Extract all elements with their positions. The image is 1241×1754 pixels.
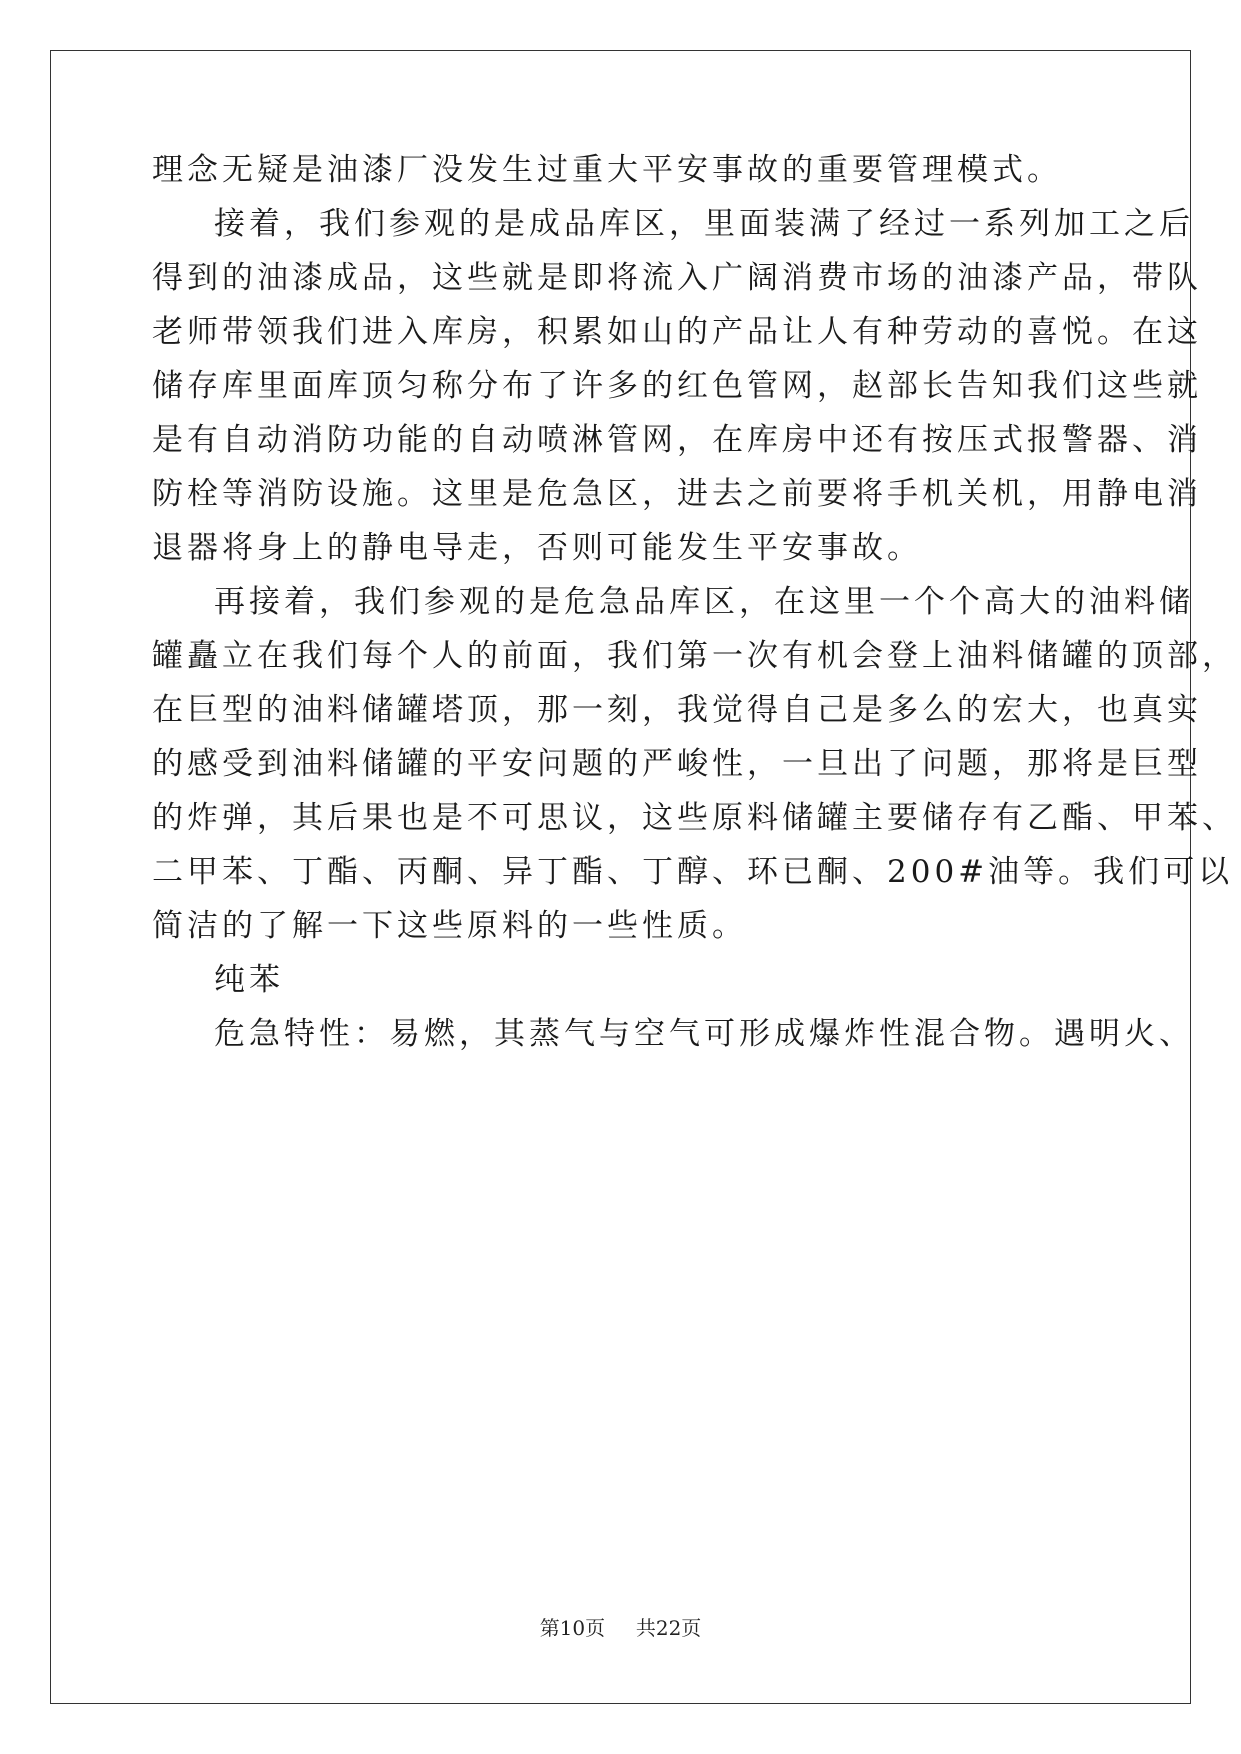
text-line: 理念无疑是油漆厂没发生过重大平安事故的重要管理模式。 [152,152,1062,188]
text-line: 储存库里面库顶匀称分布了许多的红色管网，赵部长告知我们这些就 [152,368,1202,404]
section-heading: 纯苯 [214,962,284,998]
text-line: 罐矗立在我们每个人的前面，我们第一次有机会登上油料储罐的顶部， [152,638,1237,674]
text-line: 是有自动消防功能的自动喷淋管网，在库房中还有按压式报警器、消 [152,422,1202,458]
text-line: 接着，我们参观的是成品库区，里面装满了经过一系列加工之后 [214,206,1194,242]
text-line: 再接着，我们参观的是危急品库区，在这里一个个高大的油料储 [214,584,1194,620]
text-line: 的感受到油料储罐的平安问题的严峻性，一旦出了问题，那将是巨型 [152,746,1202,782]
text-line: 危急特性：易燃，其蒸气与空气可形成爆炸性混合物。遇明火、 [214,1016,1194,1052]
text-line: 老师带领我们进入库房，积累如山的产品让人有种劳动的喜悦。在这 [152,314,1202,350]
text-line: 简洁的了解一下这些原料的一些性质。 [152,908,747,944]
text-line: 在巨型的油料储罐塔顶，那一刻，我觉得自己是多么的宏大，也真实 [152,692,1202,728]
text-line: 得到的油漆成品，这些就是即将流入广阔消费市场的油漆产品，带队 [152,260,1202,296]
page-number: 第10页 [539,1616,606,1640]
text-line: 的炸弹，其后果也是不可思议，这些原料储罐主要储存有乙酯、甲苯、 [152,800,1237,836]
document-body [152,152,1237,1076]
text-line: 防栓等消防设施。这里是危急区，进去之前要将手机关机，用静电消 [152,476,1202,512]
text-line: 退器将身上的静电导走，否则可能发生平安事故。 [152,530,922,566]
page-total: 共22页 [635,1616,702,1640]
page-footer [0,1615,1241,1641]
text-line: 二甲苯、丁酯、丙酮、异丁酯、丁醇、环已酮、200#油等。我们可以 [152,854,1234,890]
